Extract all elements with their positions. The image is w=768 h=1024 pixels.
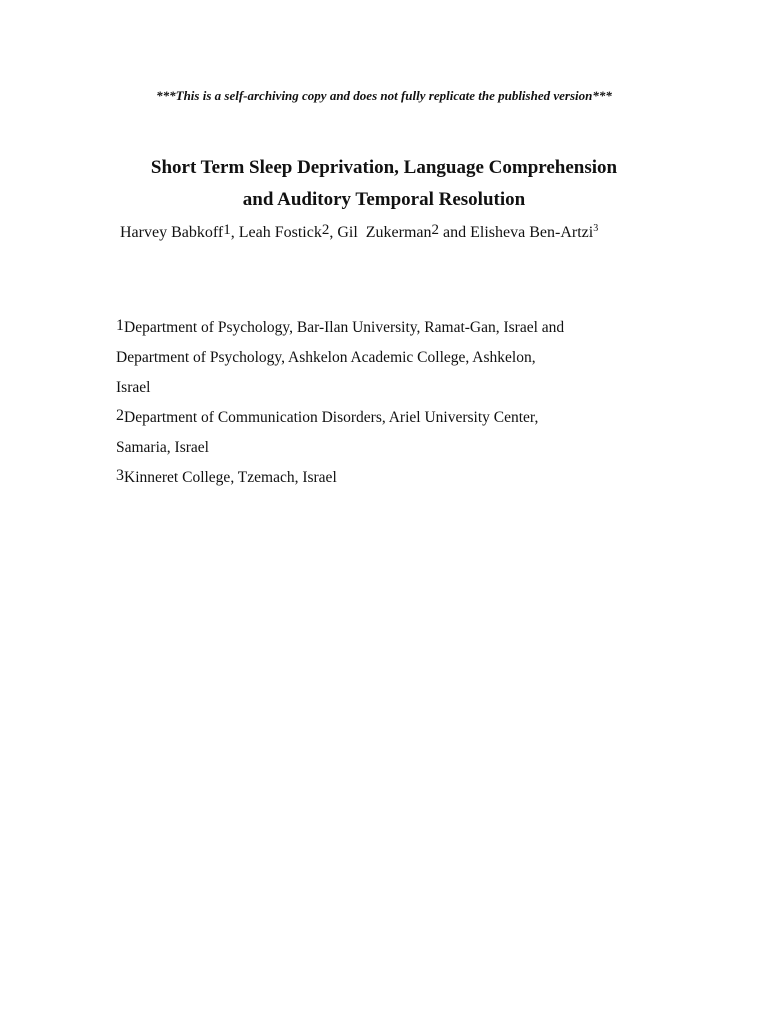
affiliation-line: Department of Psychology, Bar-Ilan University, Ramat-Gan, Israel and (124, 319, 565, 336)
affiliation-list (116, 313, 676, 493)
affiliation-line: Department of Psychology, Ashkelon Academic College, Ashkelon, (116, 349, 536, 366)
affiliation-line: Samaria, Israel (116, 439, 209, 456)
author-separator: , (230, 224, 239, 241)
author-name: Leah Fostick (238, 224, 322, 241)
self-archiving-notice: ***This is a self-archiving copy and does not fully replicate the published version*** (156, 88, 612, 103)
affiliation-item (116, 403, 676, 433)
author-name: Gil Zukerman (337, 224, 432, 241)
author-separator: , (329, 224, 338, 241)
affiliation-line: Kinneret College, Tzemach, Israel (124, 469, 337, 486)
affiliation-item (116, 463, 676, 493)
author-affiliation-mark: 3 (593, 223, 599, 234)
paper-title-line-2: and Auditory Temporal Resolution (242, 189, 526, 210)
author-affiliation-mark: 2 (431, 222, 440, 238)
author-name: Elisheva Ben-Artzi (470, 224, 594, 241)
paper-title (0, 152, 768, 216)
paper-title-line-1: Short Term Sleep Deprivation, Language Comprehension (150, 157, 618, 178)
author-name: Harvey Babkoff (120, 224, 224, 241)
affiliation-item (116, 313, 676, 343)
author-separator: and (439, 224, 471, 241)
affiliation-number: 3 (116, 467, 124, 484)
affiliation-line: Department of Communication Disorders, Ariel University Center, (124, 409, 539, 426)
affiliation-line: Israel (116, 379, 151, 396)
author-affiliation-mark: 2 (321, 222, 330, 238)
author-affiliation-mark: 1 (223, 222, 231, 238)
affiliation-number: 2 (116, 407, 124, 424)
author-list (120, 224, 598, 242)
affiliation-number: 1 (116, 317, 124, 334)
